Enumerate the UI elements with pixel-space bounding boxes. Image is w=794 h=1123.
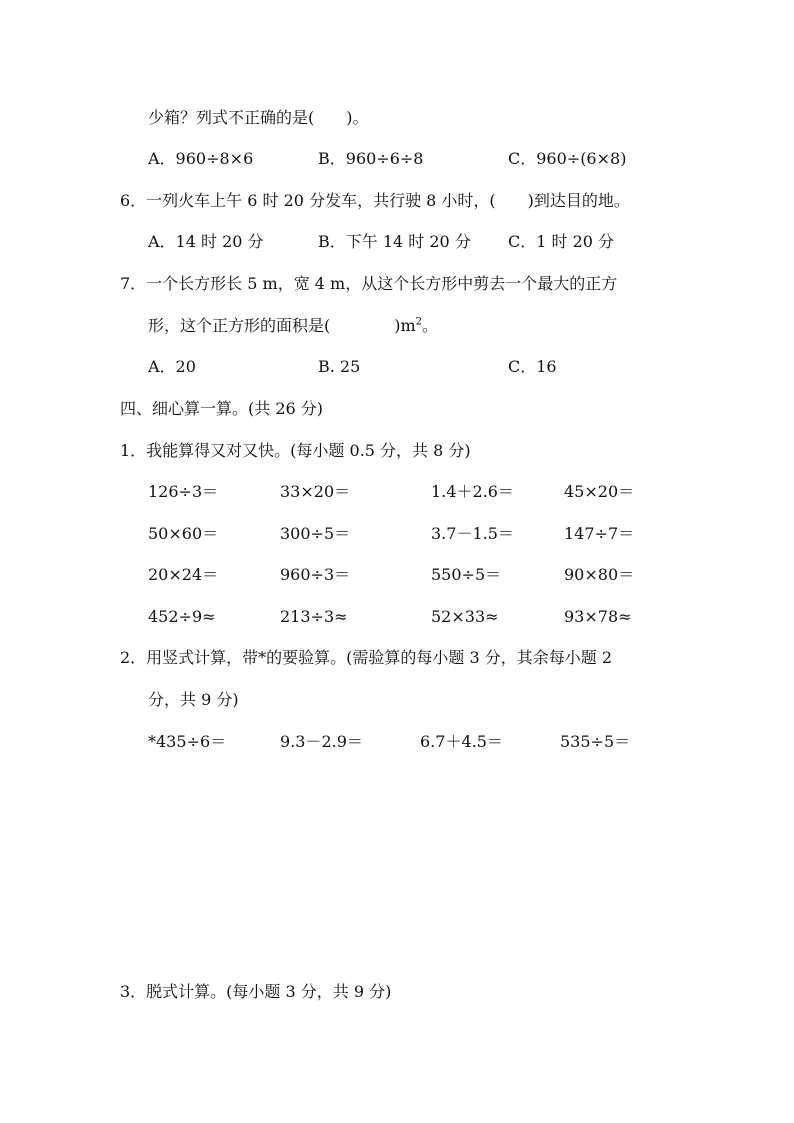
calc-item: 300÷5＝ [280, 524, 351, 543]
q7-stem-line2-suffix: 。 [422, 316, 439, 335]
q7-unit-superscript: 2 [415, 316, 423, 328]
calc-item: 1.4＋2.6＝ [431, 482, 514, 501]
calc-item: 452÷9≈ [148, 607, 216, 626]
q5-option-c: C．960÷(6×8) [508, 149, 627, 168]
calc-item: 20×24＝ [148, 565, 219, 584]
vertical-calc-item: 9.3－2.9＝ [280, 732, 363, 751]
vertical-calc-item: *435÷6＝ [148, 732, 227, 751]
calc-item: 93×78≈ [564, 607, 632, 626]
part3-title: 3．脱式计算。(每小题 3 分，共 9 分) [120, 982, 392, 1001]
q6-option-b: B．下午 14 时 20 分 [318, 232, 471, 251]
calc-item: 3.7－1.5＝ [431, 524, 514, 543]
q7-option-a: A．20 [148, 357, 196, 376]
q7-option-c: C．16 [508, 357, 557, 376]
q6-option-c: C．1 时 20 分 [508, 232, 615, 251]
part2-title-line2: 分，共 9 分) [148, 690, 239, 709]
vertical-calc-item: 535÷5＝ [560, 732, 631, 751]
calc-item: 90×80＝ [564, 565, 635, 584]
section-heading: 四、细心算一算。(共 26 分) [120, 399, 324, 418]
calc-item: 126÷3＝ [148, 482, 219, 501]
calc-item: 147÷7＝ [564, 524, 635, 543]
part2-title-line1: 2．用竖式计算，带*的要验算。(需验算的每小题 3 分，其余每小题 2 [120, 648, 613, 667]
calc-item: 52×33≈ [431, 607, 499, 626]
calc-item: 33×20＝ [280, 482, 351, 501]
q6-option-a: A．14 时 20 分 [148, 232, 264, 251]
calc-item: 550÷5＝ [431, 565, 502, 584]
q7-option-b: B. 25 [318, 357, 361, 376]
q5-option-a: A．960÷8×6 [148, 149, 254, 168]
q5-option-b: B．960÷6÷8 [318, 149, 424, 168]
calc-item: 960÷3＝ [280, 565, 351, 584]
q6-stem: 6．一列火车上午 6 时 20 分发车，共行驶 8 小时，( )到达目的地。 [120, 191, 630, 210]
q7-stem-line2 [148, 316, 438, 336]
vertical-calc-item: 6.7＋4.5＝ [420, 732, 503, 751]
calc-item: 45×20＝ [564, 482, 635, 501]
q7-stem-line1: 7．一个长方形长 5 m，宽 4 m，从这个长方形中剪去一个最大的正方 [120, 274, 618, 293]
q5-stem-continuation: 少箱？列式不正确的是( )。 [148, 108, 369, 127]
calc-item: 50×60＝ [148, 524, 219, 543]
part1-title: 1．我能算得又对又快。(每小题 0.5 分，共 8 分) [120, 441, 471, 460]
q7-stem-line2-prefix: 形，这个正方形的面积是( )m [148, 316, 416, 335]
calc-item: 213÷3≈ [280, 607, 348, 626]
